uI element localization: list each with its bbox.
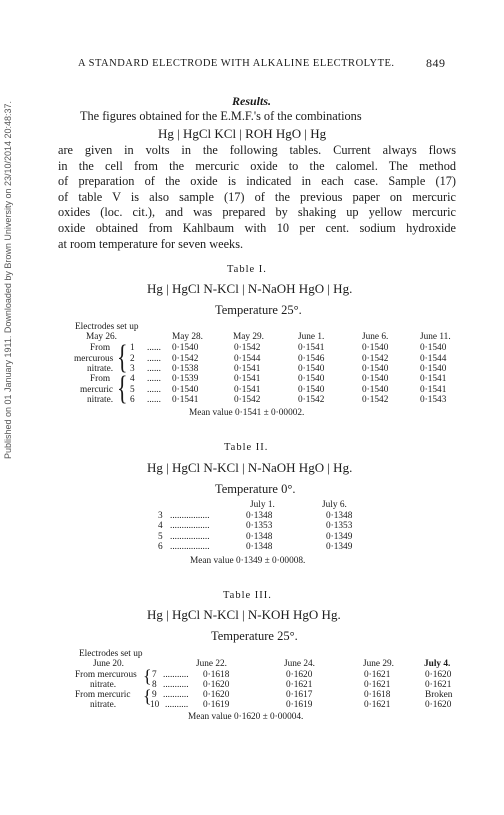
table3-group-label: nitrate. bbox=[90, 700, 117, 710]
combination-formula: Hg | HgCl KCl | ROH HgO | Hg bbox=[158, 126, 327, 141]
running-head: A STANDARD ELECTRODE WITH ALKALINE ELECTROLYTE. bbox=[78, 58, 395, 69]
table1-cell: 0·1540 bbox=[362, 385, 389, 395]
brace-icon: { bbox=[143, 686, 152, 706]
table1-cell: 0·1540 bbox=[420, 364, 447, 374]
table1-row-number: 2 bbox=[130, 354, 135, 364]
page-number: 849 bbox=[426, 56, 446, 70]
table1-cell: 0·1542 bbox=[362, 354, 389, 364]
table1-cell: 0·1541 bbox=[420, 374, 447, 384]
table2-col-1: July 1. bbox=[250, 500, 275, 510]
table1-group-label: nitrate. bbox=[87, 395, 114, 405]
table2-row-number: 4 bbox=[158, 521, 163, 531]
table1-cell: 0·1541 bbox=[234, 385, 261, 395]
table1-cell-formula: Hg | HgCl N-KCl | N-NaOH HgO | Hg. bbox=[147, 281, 353, 296]
leader-dots: ........... bbox=[163, 680, 189, 690]
table1-row-number: 4 bbox=[130, 374, 135, 384]
table1-row-number: 1 bbox=[130, 343, 135, 353]
table3-cell: 0·1621 bbox=[425, 680, 452, 690]
table3-temperature: Temperature 25°. bbox=[211, 629, 298, 643]
table1-cell: 0·1542 bbox=[234, 343, 261, 353]
table1-cell: 0·1540 bbox=[362, 374, 389, 384]
table3-cell: 0·1620 bbox=[425, 670, 452, 680]
table2-cell-formula: Hg | HgCl N-KCl | N-NaOH HgO | Hg. bbox=[147, 460, 353, 475]
table1-cell: 0·1540 bbox=[172, 343, 199, 353]
brace-icon: { bbox=[117, 367, 128, 407]
table2-row-number: 6 bbox=[158, 542, 163, 552]
leader-dots: ...... bbox=[147, 364, 161, 374]
table1-row-number: 5 bbox=[130, 385, 135, 395]
table1-cell: 0·1542 bbox=[298, 395, 325, 405]
table3-row-number: 7 bbox=[152, 670, 157, 680]
table3-col-4: July 4. bbox=[424, 659, 451, 669]
table3-setup-label: Electrodes set up bbox=[79, 649, 143, 659]
table3-cell: 0·1621 bbox=[286, 680, 313, 690]
table1-mean: Mean value 0·1541 ± 0·00002. bbox=[189, 408, 305, 418]
table2-temperature: Temperature 0°. bbox=[215, 482, 296, 496]
table1-cell: 0·1541 bbox=[172, 395, 199, 405]
table3-row-number: 9 bbox=[152, 690, 157, 700]
table2-cell: 0·1348 bbox=[246, 542, 273, 552]
leader-dots: ................. bbox=[170, 542, 210, 552]
table3-cell: 0·1618 bbox=[203, 670, 230, 680]
table2-title: Table II. bbox=[224, 442, 269, 453]
leader-dots: ........... bbox=[163, 670, 189, 680]
table3-cell: Broken bbox=[425, 690, 453, 700]
table1-group-label: From bbox=[90, 374, 111, 384]
table1-cell: 0·1539 bbox=[172, 374, 199, 384]
leader-dots: ...... bbox=[147, 343, 161, 353]
table1-group-label: mercurous bbox=[74, 354, 114, 364]
table1-setup-label: Electrodes set up bbox=[75, 322, 139, 332]
leader-dots: ...... bbox=[147, 395, 161, 405]
table2-cell: 0·1348 bbox=[326, 511, 353, 521]
table1-col-3: June 1. bbox=[298, 332, 325, 342]
table1-cell: 0·1544 bbox=[420, 354, 447, 364]
table1-cell: 0·1540 bbox=[298, 374, 325, 384]
table1-col-1: May 28. bbox=[172, 332, 203, 342]
table3-cell-formula: Hg | HgCl N-KCl | N-KOH HgO Hg. bbox=[147, 607, 341, 622]
table1-cell: 0·1544 bbox=[234, 354, 261, 364]
table3-col-2: June 24. bbox=[284, 659, 315, 669]
intro-line-4: in the cell from the mercuric oxide to the calomel. The method bbox=[58, 158, 456, 173]
intro-line-9: at room temperature for seven weeks. bbox=[58, 236, 244, 251]
table3-row-number: 10 bbox=[150, 700, 160, 710]
table1-cell: 0·1541 bbox=[420, 385, 447, 395]
table1-cell: 0·1540 bbox=[362, 343, 389, 353]
table3-cell: 0·1618 bbox=[364, 690, 391, 700]
table1-cell: 0·1542 bbox=[234, 395, 261, 405]
leader-dots: ...... bbox=[147, 385, 161, 395]
table2-cell: 0·1348 bbox=[246, 532, 273, 542]
table1-cell: 0·1540 bbox=[298, 364, 325, 374]
intro-paragraph bbox=[58, 143, 456, 252]
table3-col-3: June 29. bbox=[363, 659, 394, 669]
leader-dots: ................. bbox=[170, 532, 210, 542]
results-heading: Results. bbox=[232, 94, 272, 108]
table2-col-2: July 6. bbox=[322, 500, 347, 510]
leader-dots: ...... bbox=[147, 374, 161, 384]
intro-line-7: oxides (loc. cit.), and was prepared by shaking up yellow mercuric bbox=[58, 205, 456, 220]
table3-cell: 0·1620 bbox=[425, 700, 452, 710]
table1-group-label: nitrate. bbox=[87, 364, 114, 374]
table3-cell: 0·1621 bbox=[364, 680, 391, 690]
intro-line-1: The figures obtained for the E.M.F.'s of the combinations bbox=[80, 109, 362, 123]
table1-group-label: From bbox=[90, 343, 111, 353]
table3-cell: 0·1620 bbox=[286, 670, 313, 680]
table1-cell: 0·1542 bbox=[362, 395, 389, 405]
brace-icon: { bbox=[143, 666, 152, 686]
table2-row-number: 3 bbox=[158, 511, 163, 521]
brace-icon: { bbox=[117, 336, 128, 376]
intro-line-5: of preparation of the oxide is indicated in each case. Sample (17) bbox=[58, 174, 456, 189]
table2-mean: Mean value 0·1349 ± 0·00008. bbox=[190, 556, 306, 566]
table1-cell: 0·1540 bbox=[298, 385, 325, 395]
table3-cell: 0·1619 bbox=[286, 700, 313, 710]
table3-group-label: From mercuric bbox=[75, 690, 131, 700]
intro-line-3: are given in volts in the following tables. Current always flows bbox=[58, 143, 456, 157]
table1-setup-date: May 26. bbox=[86, 332, 117, 342]
table1-cell: 0·1540 bbox=[420, 343, 447, 353]
table3-group-label: nitrate. bbox=[90, 680, 117, 690]
table2-cell: 0·1353 bbox=[326, 521, 353, 531]
table1-col-5: June 11. bbox=[420, 332, 451, 342]
table1-title: Table I. bbox=[227, 264, 267, 275]
intro-line-8: oxide obtained from Kahlbaum with 10 per cent. sodium hydroxide bbox=[58, 220, 456, 235]
download-notice: Published on 01 January 1911. Downloaded by Brown University on 23/10/2014 20:48:37. bbox=[3, 100, 13, 460]
table2-cell: 0·1349 bbox=[326, 542, 353, 552]
table3-setup-date: June 20. bbox=[93, 659, 124, 669]
table1-cell: 0·1541 bbox=[234, 364, 261, 374]
table1-temperature: Temperature 25°. bbox=[215, 303, 302, 317]
table2-cell: 0·1349 bbox=[326, 532, 353, 542]
table1-cell: 0·1540 bbox=[172, 385, 199, 395]
table1-col-4: June 6. bbox=[362, 332, 389, 342]
leader-dots: ................. bbox=[170, 511, 210, 521]
table2-cell: 0·1348 bbox=[246, 511, 273, 521]
table2-cell: 0·1353 bbox=[246, 521, 273, 531]
table1-cell: 0·1543 bbox=[420, 395, 447, 405]
table3-row-number: 8 bbox=[152, 680, 157, 690]
table1-group-label: mercuric bbox=[80, 385, 114, 395]
leader-dots: ................. bbox=[170, 521, 210, 531]
leader-dots: ...... bbox=[147, 354, 161, 364]
table1-cell: 0·1542 bbox=[172, 354, 199, 364]
table2-row-number: 5 bbox=[158, 532, 163, 542]
table3-cell: 0·1620 bbox=[203, 690, 230, 700]
table3-cell: 0·1619 bbox=[203, 700, 230, 710]
leader-dots: .......... bbox=[165, 700, 189, 710]
table3-cell: 0·1621 bbox=[364, 670, 391, 680]
table1-row-number: 6 bbox=[130, 395, 135, 405]
table1-row-number: 3 bbox=[130, 364, 135, 374]
table3-cell: 0·1617 bbox=[286, 690, 313, 700]
table3-title: Table III. bbox=[223, 590, 272, 601]
table1-cell: 0·1546 bbox=[298, 354, 325, 364]
table1-cell: 0·1538 bbox=[172, 364, 199, 374]
table3-cell: 0·1620 bbox=[203, 680, 230, 690]
table1-cell: 0·1540 bbox=[362, 364, 389, 374]
table1-cell: 0·1541 bbox=[234, 374, 261, 384]
table1-col-2: May 29. bbox=[233, 332, 264, 342]
table1-cell: 0·1541 bbox=[298, 343, 325, 353]
table3-group-label: From mercurous bbox=[75, 670, 137, 680]
leader-dots: ........... bbox=[163, 690, 189, 700]
table3-cell: 0·1621 bbox=[364, 700, 391, 710]
table3-mean: Mean value 0·1620 ± 0·00004. bbox=[188, 712, 304, 722]
table3-col-1: June 22. bbox=[196, 659, 227, 669]
intro-line-6: of table V is also sample (17) of the previous paper on mercuric bbox=[58, 189, 456, 204]
